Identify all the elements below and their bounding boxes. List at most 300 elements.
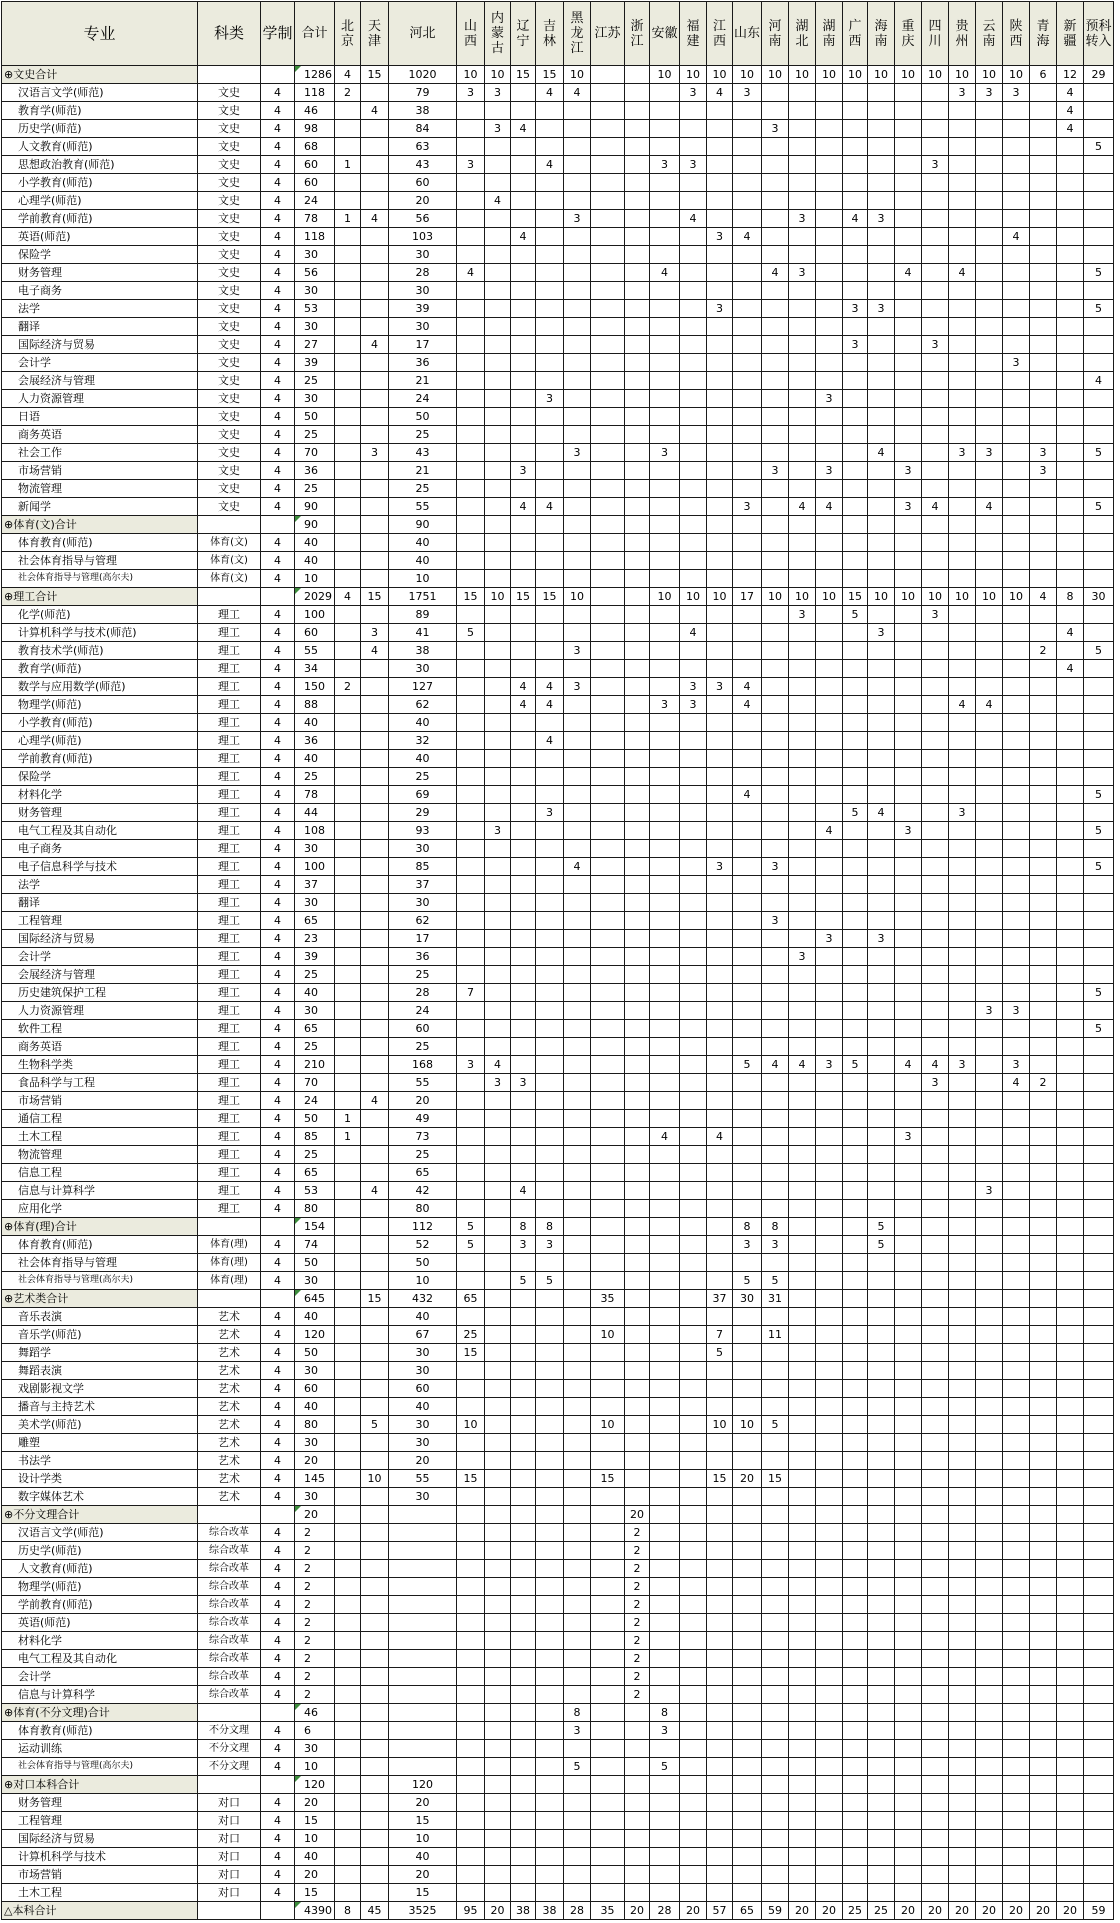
quota-cell bbox=[733, 1164, 762, 1182]
quota-cell bbox=[485, 1182, 511, 1200]
quota-cell bbox=[976, 1668, 1003, 1686]
quota-cell bbox=[536, 1686, 564, 1704]
quota-cell bbox=[922, 804, 949, 822]
quota-cell bbox=[511, 1506, 536, 1524]
quota-cell bbox=[1084, 246, 1114, 264]
quota-cell bbox=[361, 1236, 389, 1254]
quota-cell bbox=[762, 84, 789, 102]
quota-cell bbox=[680, 1290, 707, 1308]
total-cell: 10 bbox=[295, 1758, 335, 1776]
quota-cell bbox=[536, 1704, 564, 1722]
quota-cell: 38 bbox=[511, 1902, 536, 1920]
total-cell: 98 bbox=[295, 120, 335, 138]
major-name: 日语 bbox=[2, 408, 198, 426]
quota-cell: 5 bbox=[1084, 642, 1114, 660]
quota-cell bbox=[1003, 1218, 1030, 1236]
quota-cell: 55 bbox=[389, 1074, 457, 1092]
quota-cell bbox=[1084, 624, 1114, 642]
quota-cell bbox=[485, 840, 511, 858]
quota-cell bbox=[361, 282, 389, 300]
quota-cell: 5 bbox=[511, 1272, 536, 1290]
major-name: 设计学类 bbox=[2, 1470, 198, 1488]
quota-cell bbox=[680, 1398, 707, 1416]
quota-cell bbox=[789, 840, 816, 858]
quota-cell bbox=[1057, 174, 1084, 192]
quota-cell: 3 bbox=[1003, 84, 1030, 102]
quota-cell bbox=[949, 1218, 976, 1236]
duration-cell: 4 bbox=[261, 1020, 295, 1038]
category-cell: 文史 bbox=[198, 264, 261, 282]
quota-cell bbox=[816, 1398, 843, 1416]
quota-cell: 80 bbox=[389, 1200, 457, 1218]
duration-cell: 4 bbox=[261, 210, 295, 228]
quota-cell bbox=[650, 1794, 680, 1812]
quota-cell bbox=[922, 1506, 949, 1524]
quota-cell bbox=[1030, 804, 1057, 822]
quota-cell bbox=[1003, 840, 1030, 858]
quota-cell bbox=[895, 966, 922, 984]
major-name: 翻译 bbox=[2, 318, 198, 336]
quota-cell bbox=[976, 1794, 1003, 1812]
quota-cell bbox=[976, 1110, 1003, 1128]
admission-plan-table bbox=[1, 1, 1114, 1920]
quota-cell bbox=[650, 660, 680, 678]
quota-cell bbox=[335, 930, 361, 948]
total-cell: 70 bbox=[295, 1074, 335, 1092]
category-cell: 理工 bbox=[198, 912, 261, 930]
quota-cell: 3 bbox=[762, 912, 789, 930]
quota-cell: 32 bbox=[389, 732, 457, 750]
quota-cell bbox=[1084, 1362, 1114, 1380]
quota-cell bbox=[564, 138, 591, 156]
quota-cell bbox=[564, 1236, 591, 1254]
quota-cell bbox=[625, 390, 650, 408]
duration-cell: 4 bbox=[261, 174, 295, 192]
major-name: 电气工程及其自动化 bbox=[2, 1650, 198, 1668]
major-name: 电气工程及其自动化 bbox=[2, 822, 198, 840]
quota-cell: 28 bbox=[650, 1902, 680, 1920]
quota-cell bbox=[868, 1740, 895, 1758]
quota-cell bbox=[680, 858, 707, 876]
quota-cell: 15 bbox=[762, 1470, 789, 1488]
quota-cell bbox=[511, 552, 536, 570]
quota-cell bbox=[922, 912, 949, 930]
quota-cell bbox=[1030, 1020, 1057, 1038]
major-name: 数学与应用数学(师范) bbox=[2, 678, 198, 696]
quota-cell: 3 bbox=[564, 1722, 591, 1740]
quota-cell bbox=[625, 66, 650, 84]
quota-cell bbox=[816, 912, 843, 930]
quota-cell bbox=[843, 1416, 868, 1434]
quota-cell bbox=[922, 1650, 949, 1668]
quota-cell: 79 bbox=[389, 84, 457, 102]
quota-cell bbox=[707, 192, 733, 210]
quota-cell: 4 bbox=[949, 696, 976, 714]
quota-cell bbox=[868, 732, 895, 750]
major-row bbox=[2, 1488, 1114, 1506]
quota-cell bbox=[335, 966, 361, 984]
quota-cell bbox=[1084, 1524, 1114, 1542]
quota-cell: 4 bbox=[511, 696, 536, 714]
quota-cell bbox=[361, 1578, 389, 1596]
quota-cell bbox=[457, 894, 485, 912]
quota-cell bbox=[1057, 1434, 1084, 1452]
quota-cell bbox=[361, 786, 389, 804]
quota-cell: 3 bbox=[789, 264, 816, 282]
quota-cell: 5 bbox=[843, 606, 868, 624]
quota-cell bbox=[1030, 1830, 1057, 1848]
quota-cell bbox=[789, 1776, 816, 1794]
quota-cell bbox=[650, 966, 680, 984]
quota-cell bbox=[536, 1308, 564, 1326]
quota-cell bbox=[361, 966, 389, 984]
total-cell: 25 bbox=[295, 426, 335, 444]
quota-cell bbox=[485, 1110, 511, 1128]
quota-cell bbox=[976, 1020, 1003, 1038]
quota-cell bbox=[680, 1560, 707, 1578]
quota-cell bbox=[457, 786, 485, 804]
quota-cell bbox=[680, 1326, 707, 1344]
quota-cell bbox=[564, 1452, 591, 1470]
quota-cell bbox=[762, 786, 789, 804]
quota-cell bbox=[1057, 1704, 1084, 1722]
quota-cell bbox=[625, 444, 650, 462]
quota-cell bbox=[335, 696, 361, 714]
quota-cell bbox=[457, 768, 485, 786]
quota-cell bbox=[816, 1830, 843, 1848]
quota-cell bbox=[843, 1470, 868, 1488]
quota-cell bbox=[976, 606, 1003, 624]
quota-cell: 3 bbox=[733, 84, 762, 102]
quota-cell: 10 bbox=[949, 66, 976, 84]
quota-cell bbox=[485, 966, 511, 984]
quota-cell: 73 bbox=[389, 1128, 457, 1146]
quota-cell: 2 bbox=[625, 1524, 650, 1542]
quota-cell bbox=[485, 1578, 511, 1596]
category-cell: 对口 bbox=[198, 1866, 261, 1884]
quota-cell bbox=[680, 1686, 707, 1704]
quota-cell bbox=[733, 1614, 762, 1632]
quota-cell bbox=[868, 318, 895, 336]
quota-cell bbox=[868, 714, 895, 732]
major-row bbox=[2, 1884, 1114, 1902]
quota-cell bbox=[816, 1038, 843, 1056]
quota-cell: 5 bbox=[1084, 858, 1114, 876]
quota-cell: 55 bbox=[389, 498, 457, 516]
quota-cell bbox=[511, 1794, 536, 1812]
duration-cell: 4 bbox=[261, 1830, 295, 1848]
quota-cell bbox=[922, 1686, 949, 1704]
quota-cell: 20 bbox=[789, 1902, 816, 1920]
quota-cell bbox=[650, 1290, 680, 1308]
major-row bbox=[2, 300, 1114, 318]
quota-cell bbox=[625, 642, 650, 660]
quota-cell bbox=[1057, 1236, 1084, 1254]
quota-cell bbox=[680, 246, 707, 264]
quota-cell bbox=[1084, 894, 1114, 912]
quota-cell bbox=[816, 156, 843, 174]
quota-cell bbox=[922, 534, 949, 552]
major-row bbox=[2, 1236, 1114, 1254]
quota-cell bbox=[650, 1200, 680, 1218]
quota-cell bbox=[335, 1236, 361, 1254]
total-cell: 2 bbox=[295, 1578, 335, 1596]
quota-cell bbox=[733, 1812, 762, 1830]
quota-cell bbox=[564, 264, 591, 282]
quota-cell bbox=[1057, 1758, 1084, 1776]
quota-cell: 3 bbox=[680, 696, 707, 714]
quota-cell: 5 bbox=[361, 1416, 389, 1434]
quota-cell bbox=[591, 552, 625, 570]
quota-cell: 93 bbox=[389, 822, 457, 840]
quota-cell: 5 bbox=[1084, 498, 1114, 516]
quota-cell bbox=[564, 1146, 591, 1164]
quota-cell bbox=[1084, 1668, 1114, 1686]
category-cell: 理工 bbox=[198, 696, 261, 714]
quota-cell bbox=[457, 570, 485, 588]
quota-cell bbox=[335, 1776, 361, 1794]
total-cell: 50 bbox=[295, 1254, 335, 1272]
major-name: 新闻学 bbox=[2, 498, 198, 516]
duration-cell: 4 bbox=[261, 552, 295, 570]
quota-cell bbox=[949, 570, 976, 588]
quota-cell bbox=[591, 1632, 625, 1650]
quota-cell bbox=[922, 408, 949, 426]
duration-cell: 4 bbox=[261, 1164, 295, 1182]
quota-cell bbox=[843, 1128, 868, 1146]
quota-cell bbox=[949, 1362, 976, 1380]
quota-cell bbox=[1030, 354, 1057, 372]
quota-cell bbox=[733, 984, 762, 1002]
quota-cell bbox=[733, 1380, 762, 1398]
quota-cell: 3 bbox=[511, 462, 536, 480]
quota-cell bbox=[564, 1776, 591, 1794]
quota-cell bbox=[1030, 876, 1057, 894]
quota-cell bbox=[485, 768, 511, 786]
quota-cell bbox=[335, 1740, 361, 1758]
quota-cell bbox=[762, 408, 789, 426]
duration-cell: 4 bbox=[261, 318, 295, 336]
quota-cell bbox=[976, 1416, 1003, 1434]
total-cell: 40 bbox=[295, 984, 335, 1002]
quota-cell bbox=[335, 984, 361, 1002]
quota-cell bbox=[843, 1848, 868, 1866]
duration-cell: 4 bbox=[261, 966, 295, 984]
quota-cell bbox=[361, 1704, 389, 1722]
quota-cell bbox=[564, 660, 591, 678]
total-cell: 36 bbox=[295, 732, 335, 750]
quota-cell bbox=[485, 1290, 511, 1308]
quota-cell bbox=[564, 894, 591, 912]
quota-cell bbox=[922, 1200, 949, 1218]
quota-cell bbox=[949, 1560, 976, 1578]
total-cell: 40 bbox=[295, 714, 335, 732]
quota-cell bbox=[895, 156, 922, 174]
quota-cell: 10 bbox=[976, 66, 1003, 84]
major-name: 软件工程 bbox=[2, 1020, 198, 1038]
quota-cell bbox=[707, 1830, 733, 1848]
quota-cell bbox=[733, 1002, 762, 1020]
column-header: 黑龙江 bbox=[564, 2, 591, 66]
quota-cell bbox=[1030, 1614, 1057, 1632]
quota-cell bbox=[949, 1668, 976, 1686]
quota-cell bbox=[625, 1164, 650, 1182]
duration-cell bbox=[261, 1704, 295, 1722]
quota-cell bbox=[789, 156, 816, 174]
major-name: 教育技术学(师范) bbox=[2, 642, 198, 660]
quota-cell bbox=[733, 552, 762, 570]
quota-cell bbox=[789, 120, 816, 138]
quota-cell bbox=[1057, 426, 1084, 444]
quota-cell bbox=[457, 714, 485, 732]
quota-cell bbox=[976, 786, 1003, 804]
major-row bbox=[2, 498, 1114, 516]
quota-cell bbox=[789, 1578, 816, 1596]
quota-cell bbox=[335, 1182, 361, 1200]
major-row bbox=[2, 876, 1114, 894]
quota-cell bbox=[895, 1236, 922, 1254]
quota-cell bbox=[625, 1308, 650, 1326]
quota-cell bbox=[789, 1344, 816, 1362]
quota-cell bbox=[762, 1146, 789, 1164]
quota-cell bbox=[485, 246, 511, 264]
quota-cell bbox=[895, 660, 922, 678]
quota-cell: 5 bbox=[536, 1272, 564, 1290]
quota-cell bbox=[511, 372, 536, 390]
quota-cell: 3 bbox=[511, 1236, 536, 1254]
quota-cell bbox=[1084, 1596, 1114, 1614]
quota-cell bbox=[650, 102, 680, 120]
quota-cell: 3 bbox=[843, 300, 868, 318]
quota-cell bbox=[707, 1380, 733, 1398]
quota-cell bbox=[789, 1200, 816, 1218]
quota-cell bbox=[564, 1884, 591, 1902]
quota-cell bbox=[895, 1416, 922, 1434]
quota-cell bbox=[625, 768, 650, 786]
category-cell: 综合改革 bbox=[198, 1560, 261, 1578]
quota-cell bbox=[625, 606, 650, 624]
quota-cell bbox=[1003, 1254, 1030, 1272]
quota-cell bbox=[789, 1884, 816, 1902]
group-total-row bbox=[2, 516, 1114, 534]
quota-cell bbox=[680, 102, 707, 120]
quota-cell bbox=[650, 1488, 680, 1506]
group-label: ⊕体育(文)合计 bbox=[2, 516, 198, 534]
quota-cell bbox=[922, 948, 949, 966]
column-header: 学制 bbox=[261, 2, 295, 66]
quota-cell: 3 bbox=[922, 156, 949, 174]
quota-cell: 5 bbox=[564, 1758, 591, 1776]
quota-cell bbox=[591, 678, 625, 696]
quota-cell bbox=[1003, 1686, 1030, 1704]
quota-cell bbox=[816, 1740, 843, 1758]
category-cell: 理工 bbox=[198, 624, 261, 642]
category-cell: 综合改革 bbox=[198, 1650, 261, 1668]
quota-cell bbox=[733, 876, 762, 894]
quota-cell bbox=[361, 660, 389, 678]
major-name: 学前教育(师范) bbox=[2, 750, 198, 768]
quota-cell bbox=[949, 948, 976, 966]
category-cell: 理工 bbox=[198, 948, 261, 966]
quota-cell bbox=[868, 984, 895, 1002]
quota-cell bbox=[868, 1290, 895, 1308]
quota-cell bbox=[625, 264, 650, 282]
quota-cell: 4 bbox=[485, 1056, 511, 1074]
quota-cell bbox=[707, 1398, 733, 1416]
quota-cell bbox=[733, 1146, 762, 1164]
quota-cell bbox=[922, 678, 949, 696]
quota-cell bbox=[625, 1866, 650, 1884]
quota-cell bbox=[895, 930, 922, 948]
quota-cell: 11 bbox=[762, 1326, 789, 1344]
quota-cell bbox=[591, 516, 625, 534]
quota-cell bbox=[591, 66, 625, 84]
quota-cell bbox=[361, 120, 389, 138]
quota-cell bbox=[457, 1578, 485, 1596]
quota-cell bbox=[816, 1578, 843, 1596]
quota-cell bbox=[707, 750, 733, 768]
quota-cell bbox=[843, 390, 868, 408]
quota-cell bbox=[680, 1218, 707, 1236]
quota-cell: 4 bbox=[1057, 660, 1084, 678]
quota-cell bbox=[625, 516, 650, 534]
quota-cell bbox=[625, 300, 650, 318]
quota-cell bbox=[762, 1434, 789, 1452]
major-row bbox=[2, 732, 1114, 750]
quota-cell bbox=[789, 390, 816, 408]
quota-cell: 56 bbox=[389, 210, 457, 228]
quota-cell bbox=[680, 300, 707, 318]
quota-cell bbox=[922, 1704, 949, 1722]
quota-cell bbox=[868, 1776, 895, 1794]
quota-cell bbox=[485, 228, 511, 246]
category-cell: 对口 bbox=[198, 1884, 261, 1902]
quota-cell bbox=[511, 786, 536, 804]
quota-cell bbox=[895, 336, 922, 354]
quota-cell bbox=[707, 1506, 733, 1524]
quota-cell bbox=[591, 228, 625, 246]
quota-cell: 40 bbox=[389, 552, 457, 570]
quota-cell bbox=[591, 1722, 625, 1740]
quota-cell bbox=[1003, 1452, 1030, 1470]
quota-cell bbox=[762, 894, 789, 912]
quota-cell bbox=[843, 1344, 868, 1362]
quota-cell: 5 bbox=[1084, 822, 1114, 840]
quota-cell bbox=[1084, 102, 1114, 120]
quota-cell bbox=[707, 498, 733, 516]
quota-cell: 3 bbox=[680, 678, 707, 696]
quota-cell bbox=[816, 372, 843, 390]
quota-cell bbox=[762, 1074, 789, 1092]
quota-cell: 25 bbox=[843, 1902, 868, 1920]
quota-cell bbox=[511, 534, 536, 552]
quota-cell bbox=[564, 1542, 591, 1560]
quota-cell: 4 bbox=[511, 498, 536, 516]
quota-cell bbox=[361, 1074, 389, 1092]
quota-cell bbox=[733, 120, 762, 138]
quota-cell bbox=[564, 1866, 591, 1884]
quota-cell: 90 bbox=[389, 516, 457, 534]
quota-cell bbox=[1003, 264, 1030, 282]
quota-cell bbox=[564, 1074, 591, 1092]
duration-cell: 4 bbox=[261, 1038, 295, 1056]
quota-cell bbox=[922, 1524, 949, 1542]
quota-cell bbox=[789, 750, 816, 768]
major-name: 法学 bbox=[2, 876, 198, 894]
quota-cell: 3 bbox=[762, 462, 789, 480]
quota-cell bbox=[650, 1542, 680, 1560]
quota-cell bbox=[511, 210, 536, 228]
